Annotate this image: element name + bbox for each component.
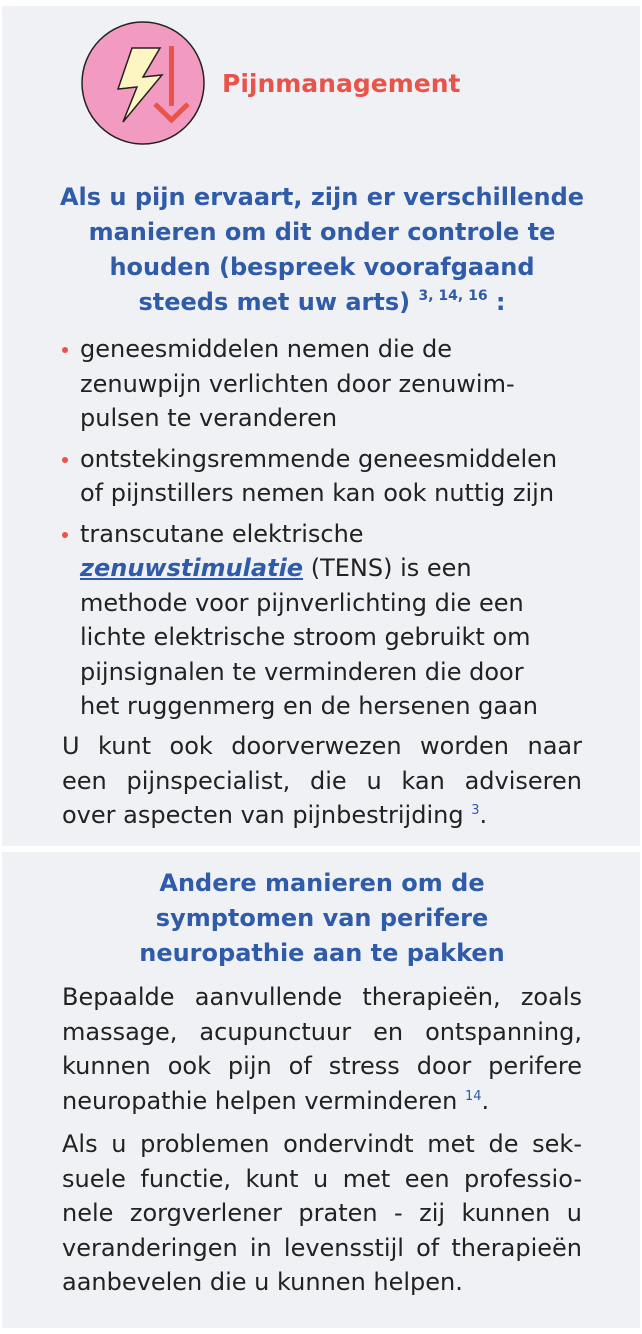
- heading-line: symptomen van perifere: [155, 904, 489, 932]
- list-line: methode voor pijnverlichting die een: [80, 588, 524, 617]
- paragraph-line: suele functie, kunt u met een professio-: [62, 1164, 582, 1193]
- paragraph-line: kunnen ook pijn of stress door perifere: [62, 1052, 582, 1080]
- pain-options-list: [60, 332, 600, 730]
- paragraph-line: over aspecten van pijnbestrijding: [62, 801, 464, 829]
- paragraph-line: veranderingen in levensstijl of therapieën: [62, 1233, 582, 1262]
- list-item: [60, 442, 600, 511]
- reference-superscript[interactable]: 3: [471, 803, 480, 818]
- referral-paragraph: [62, 729, 582, 833]
- paragraph-line: aanbevelen die u kunnen helpen.: [62, 1268, 463, 1296]
- paragraph-line: massage, acupunctuur en ontspanning,: [62, 1017, 582, 1046]
- list-item: [60, 517, 600, 724]
- heading-line: manieren om dit onder controle te: [88, 218, 556, 246]
- paragraph-end: .: [479, 801, 488, 829]
- zenuwstimulatie-link[interactable]: zenuwstimulatie: [80, 554, 304, 582]
- list-line: of pijnstillers nemen kan ook nuttig zijn: [80, 479, 555, 507]
- list-line: zenuwpijn verlichten door zenuwim-: [80, 369, 515, 398]
- section-header: [80, 20, 460, 146]
- heading-line: Andere manieren om de: [159, 869, 485, 897]
- other-methods-heading: [42, 866, 602, 971]
- list-line: pijnsignalen te verminderen die door: [80, 657, 524, 686]
- sexual-function-paragraph: [62, 1127, 582, 1300]
- reference-superscript[interactable]: 14: [464, 1088, 482, 1104]
- heading-line: neuropathie aan te pakken: [139, 939, 505, 967]
- paragraph-line: een pijnspecialist, die u kan adviseren: [62, 766, 582, 795]
- paragraph-line: Als u problemen ondervindt met de sek-: [62, 1130, 582, 1158]
- other-symptoms-panel: [2, 852, 640, 1328]
- list-line: lichte elektrische stroom gebruikt om: [80, 623, 531, 651]
- list-line: (TENS) is een: [303, 554, 472, 582]
- heading-line: Als u pijn ervaart, zijn er verschillende: [59, 183, 585, 211]
- paragraph-line: Bepaalde aanvullende therapieën, zoals: [62, 983, 582, 1011]
- heading-line: houden (bespreek voorafgaand: [109, 253, 535, 281]
- list-line: geneesmiddelen nemen die de: [80, 335, 453, 363]
- paragraph-end: .: [481, 1086, 490, 1115]
- paragraph-line: nele zorgverlener praten - zij kunnen u: [62, 1199, 582, 1227]
- list-item: [60, 332, 600, 436]
- list-line: pulsen te veranderen: [80, 404, 338, 432]
- list-line: het ruggenmerg en de hersenen gaan: [80, 692, 539, 720]
- reference-superscript[interactable]: 3, 14, 16: [418, 288, 488, 304]
- paragraph-line: neuropathie helpen verminderen: [62, 1086, 458, 1115]
- heading-colon: :: [487, 288, 506, 316]
- heading-line: steeds met uw arts): [138, 288, 411, 316]
- list-line: ontstekingsremmende geneesmiddelen: [80, 444, 558, 473]
- section-title: Pijnmanagement: [222, 68, 461, 98]
- therapies-paragraph: [62, 980, 582, 1118]
- pain-management-panel: [2, 6, 640, 846]
- intro-heading: [42, 180, 602, 320]
- lightning-arrow-down-icon: [80, 20, 206, 146]
- paragraph-line: U kunt ook doorverwezen worden naar: [62, 732, 582, 760]
- list-line: transcutane elektrische: [80, 519, 364, 548]
